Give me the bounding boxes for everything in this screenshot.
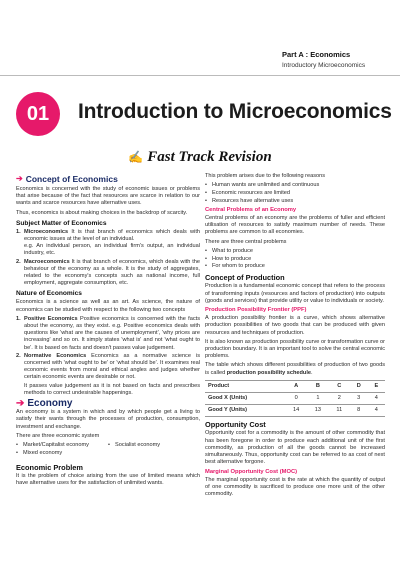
table-row <box>205 405 385 417</box>
subheading: Economic Problem <box>16 462 83 472</box>
paragraph: There are three economic system <box>16 432 100 439</box>
subheading: Production Possibility Frontier (PPF) <box>205 307 307 314</box>
table-cell: 2 <box>329 393 350 405</box>
table-cell: 1 <box>307 393 329 405</box>
paragraph: The marginal opportunity cost is the rate at which the quantity of output of one commodity is sacrificed to produce one more unit of the other commodity. <box>205 476 385 498</box>
subheading: Subject Matter of Economics <box>16 219 107 227</box>
part-label: Part A : Economics <box>282 50 351 59</box>
paragraph: An economy is a system in which and by which people get a living to satisfy their wants through the processes of production, consumption, investment and exchange. <box>16 409 200 430</box>
reasons-list <box>205 182 385 205</box>
subheading: Concept of Production <box>205 273 285 283</box>
list-item: • What to produce <box>205 248 385 255</box>
table-header: A <box>285 380 307 392</box>
section-heading: ➔ Economy <box>16 398 73 410</box>
table-header: B <box>307 380 329 392</box>
running-header <box>282 50 378 69</box>
chapter-number-badge: 01 <box>16 92 60 136</box>
pen-icon: ✍ <box>128 150 144 164</box>
paragraph: Economics is a science as well as an art. As science, the nature of economics can be studied with respect to the following two concepts <box>16 299 200 313</box>
subject-label: Introductory Microeconomics <box>282 62 366 69</box>
list-item: • Resources have alternative uses <box>205 198 385 205</box>
left-column <box>16 173 200 489</box>
table-cell: 13 <box>307 405 329 417</box>
subheading: Central Problems of an Economy <box>205 206 297 213</box>
table-cell: 14 <box>285 405 307 417</box>
paragraph: Production is a fundamental economic concept that refers to the process of transforming inputs (resources and factors of production) into outputs (goods and services) that provide utility or value to individuals or society. <box>205 283 385 304</box>
table-cell: 11 <box>329 405 350 417</box>
paragraph: Opportunity cost for a commodity is the amount of other commodity that has been foregone in order to produce each additional unit of the first commodity, as production of all the goods cannot be increased simultaneously. Thus, opportunity cost can be referred to as cost of next best alternative forgone. <box>205 430 385 466</box>
table-cell: 8 <box>350 405 368 417</box>
paragraph: It is also known as production possibility curve or transformation curve or production boundary. It is an important tool to solve the central economic problems. <box>205 338 386 360</box>
subheading: Marginal Opportunity Cost (MOC) <box>205 468 298 475</box>
list-item: • Market/Capitalist economy <box>16 442 108 449</box>
table-header-row <box>205 380 385 392</box>
subheading: Opportunity Cost <box>205 420 266 430</box>
table-header: C <box>329 380 350 392</box>
header-divider <box>0 75 400 76</box>
table-cell: 3 <box>350 393 368 405</box>
section-heading: ➔ Concept of Economics <box>16 174 118 184</box>
paragraph: Thus, economics is about making choices in the backdrop of scarcity. <box>16 209 188 216</box>
list-item: 1. Microeconomics It is that branch of economics which deals with economic issues at the level of an individual. e.g. An individual person, an individual firm's output, an individual industry, etc. <box>16 228 200 257</box>
paragraph: This problem arises due to the following reasons <box>205 173 326 179</box>
table-cell: Good Y (Units) <box>205 405 285 417</box>
list-item: • Mixed economy <box>16 450 108 457</box>
table-header: E <box>368 380 385 392</box>
table-cell: 4 <box>368 405 385 417</box>
central-problems-list <box>205 248 385 271</box>
fast-track-heading <box>0 149 400 166</box>
list-item: • Economic resources are limited <box>205 190 385 197</box>
table-cell: Good X (Units) <box>205 393 285 405</box>
list-item: • How to produce <box>205 256 385 263</box>
table-cell: 0 <box>285 393 307 405</box>
right-column <box>205 173 385 500</box>
fast-track-label: Fast Track Revision <box>147 149 272 165</box>
list-item: • Socialist economy <box>108 442 200 449</box>
arrow-icon: ➔ <box>16 174 23 183</box>
arrow-icon: ➔ <box>16 398 25 410</box>
paragraph: It is the problem of choice arising from the use of limited means which have alternative uses for the satisfaction of unlimited wants. <box>16 472 200 486</box>
paragraph: Central problems of an economy are the problems of fuller and efficient utilisation of resources to satisfy maximum number of needs. These problems are common to all economies. <box>205 215 385 236</box>
list-item: • For whom to produce <box>205 263 385 270</box>
list-item: 1. Positive Economics Positive economics is concerned with the facts about the economy, as they exist. e.g. Positive economics deals with questions like 'what are the causes of unemployment', 'why prices are increasing' and so on. It simply states 'what is' and not 'what ought to be'. It is based on facts and doesn't passes value judgement. <box>16 315 200 351</box>
list-item: 2. Normative Economics Economics as a normative science is concerned with 'what ought to be' or 'what should be'. It examines real economic events from moral and ethical angles and judges whether certain economic events are desirable or not. <box>16 352 200 381</box>
table-header: D <box>350 380 368 392</box>
subheading: Nature of Economics <box>16 290 82 298</box>
list-item: 2. Macroeconomics It is that branch of economics, which deals with the behaviour of the economy as a whole. It is the study of aggregates, related to the economy's concepts such as national income, full employment, aggregate consumption, etc. <box>16 258 200 287</box>
paragraph: There are three central problems <box>205 238 287 245</box>
table-row <box>205 393 385 405</box>
paragraph: A production possibility frontier is a curve, which shows alternative production possibilities of two goods that can be produced with given resources and techniques of production. <box>205 315 385 336</box>
ppf-schedule-table <box>205 380 385 418</box>
paragraph: Economics is concerned with the study of economic issues or problems that arise because of the fact that resources are scarce in relation to our wants and scarce resources have alternative uses. <box>16 186 200 207</box>
paragraph: The table which shows different possibilities of production of two goods is called production possibility schedule. <box>205 362 385 376</box>
paragraph: It passes value judgement as it is not based on facts and prescribes methods to correct undesirable happenings. <box>24 382 200 396</box>
chapter-title: Introduction to Microeconomics <box>78 100 392 123</box>
list-item: • Human wants are unlimited and continuous <box>205 182 385 189</box>
economic-systems-list <box>16 442 200 459</box>
table-header: Product <box>205 380 285 392</box>
table-cell: 4 <box>368 393 385 405</box>
